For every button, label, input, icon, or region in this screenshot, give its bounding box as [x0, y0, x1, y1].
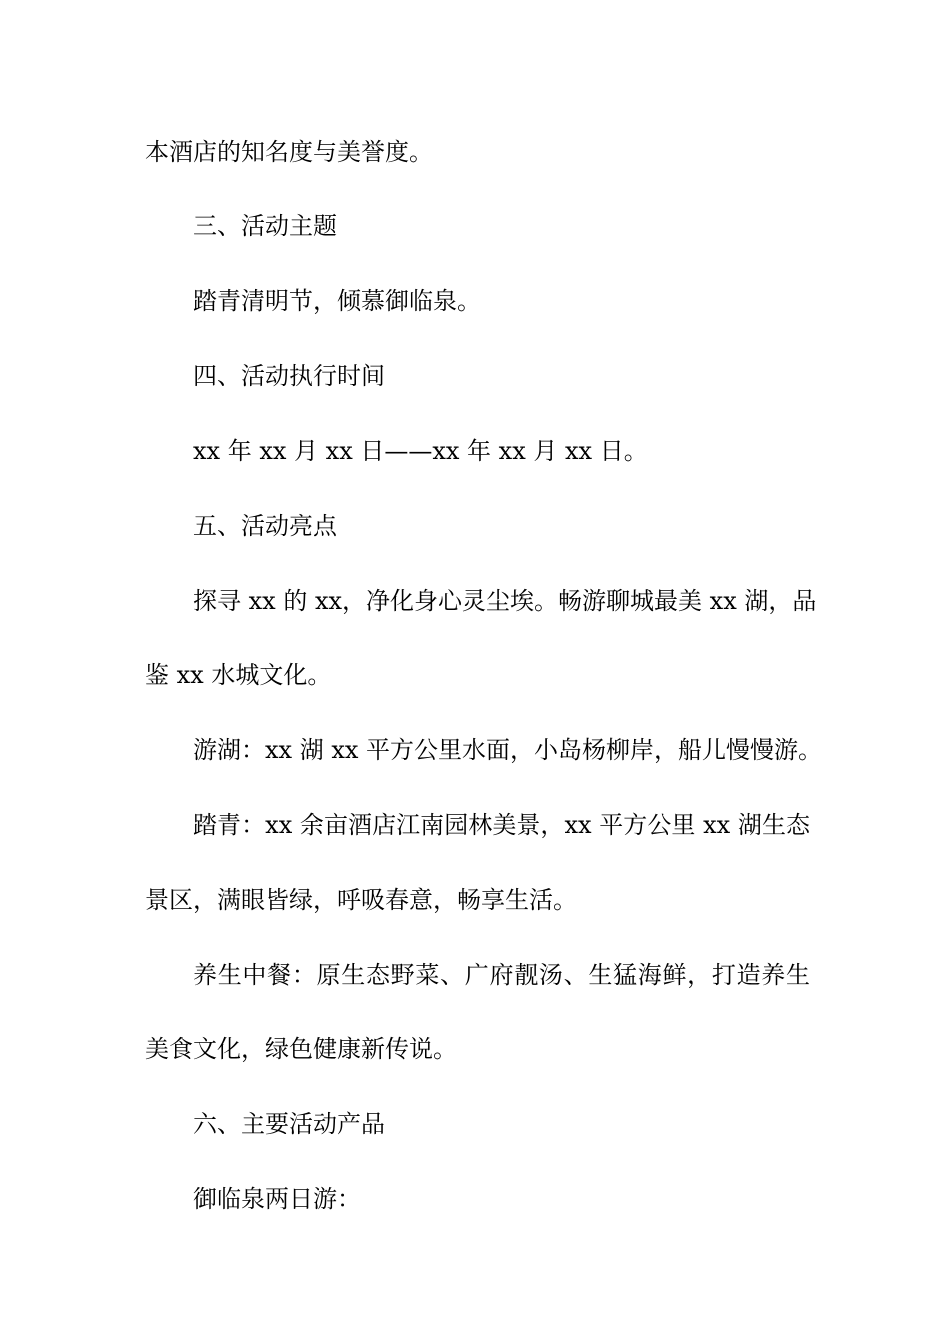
spring-outing-paragraph-line-2: 景区，满眼皆绿，呼吸春意，畅享生活。 [145, 886, 577, 914]
section-heading-main-products: 六、主要活动产品 [193, 1110, 385, 1138]
activity-theme-text: 踏青清明节，倾慕御临泉。 [193, 287, 481, 315]
health-lunch-paragraph-line-2: 美食文化，绿色健康新传说。 [145, 1035, 457, 1063]
paragraph-continuation: 本酒店的知名度与美誉度。 [145, 138, 433, 166]
two-day-tour-heading: 御临泉两日游： [193, 1185, 361, 1213]
section-heading-activity-theme: 三、活动主题 [193, 212, 337, 240]
lake-tour-paragraph: 游湖：xx 湖 xx 平方公里水面，小岛杨柳岸，船儿慢慢游。 [193, 736, 823, 764]
execution-time-text: xx 年 xx 月 xx 日——xx 年 xx 月 xx 日。 [193, 437, 648, 465]
health-lunch-paragraph-line-1: 养生中餐：原生态野菜、广府靓汤、生猛海鲜，打造养生 [193, 961, 810, 989]
section-heading-highlights: 五、活动亮点 [193, 512, 337, 540]
highlights-paragraph-line-1: 探寻 xx 的 xx，净化身心灵尘埃。畅游聊城最美 xx 湖，品 [193, 587, 817, 615]
highlights-paragraph-line-2: 鉴 xx 水城文化。 [145, 661, 332, 689]
section-heading-execution-time: 四、活动执行时间 [193, 362, 385, 390]
spring-outing-paragraph-line-1: 踏青：xx 余亩酒店江南园林美景，xx 平方公里 xx 湖生态 [193, 811, 810, 839]
